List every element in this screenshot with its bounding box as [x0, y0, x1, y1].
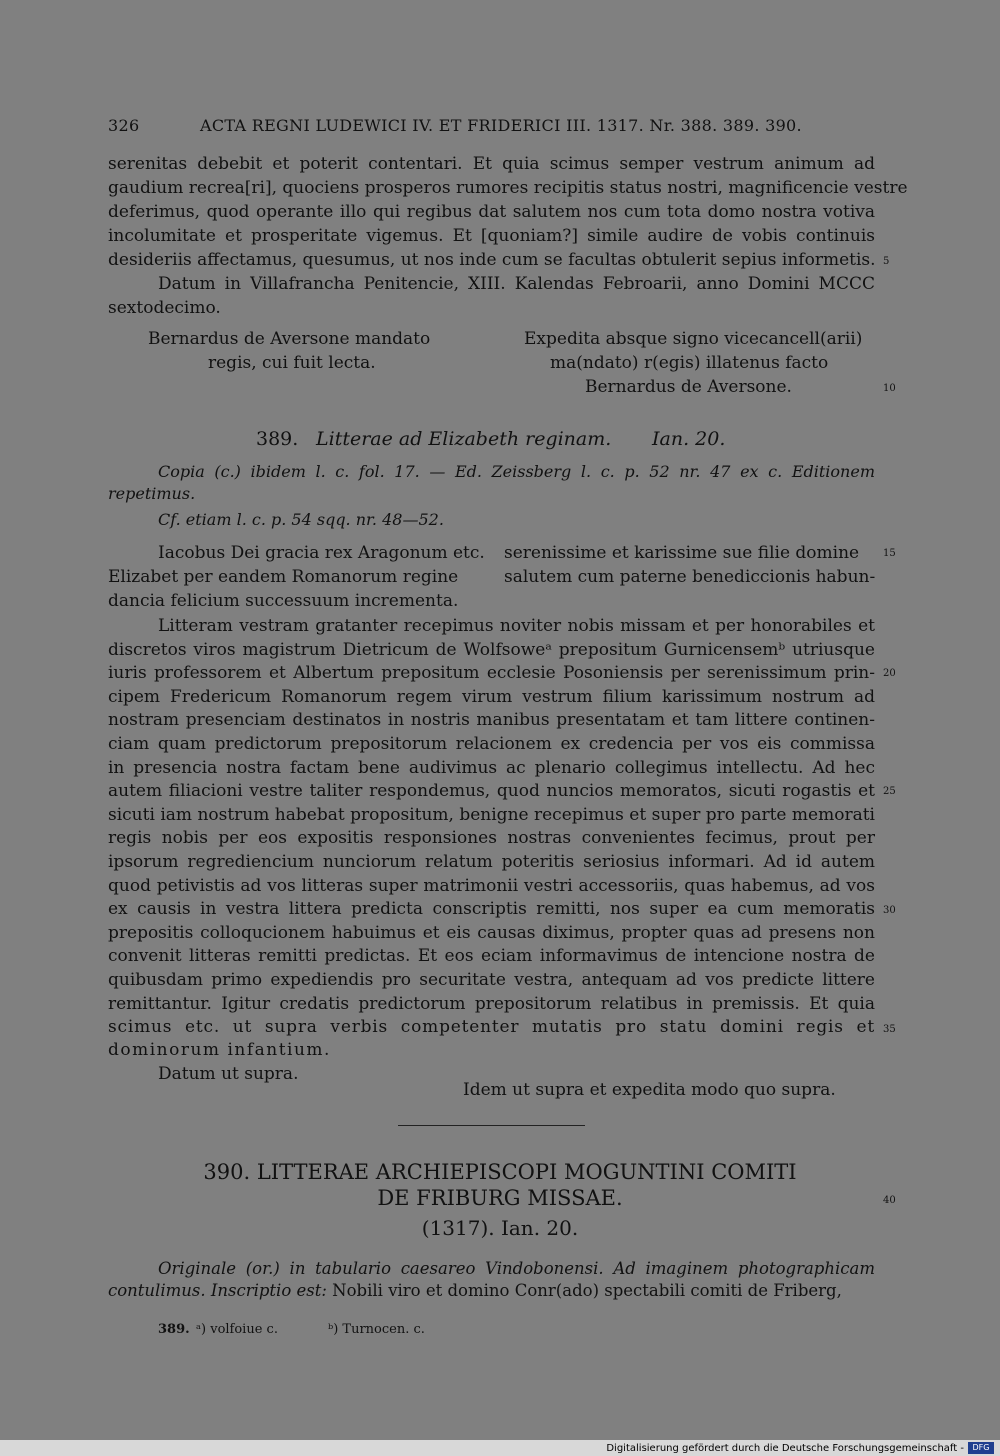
- line-number: 5: [883, 256, 890, 267]
- inscription: Nobili viro et domino Conr(ado) spectabili comiti de Friberg,: [326, 1281, 842, 1300]
- doc390-title: 390. LITTERAE ARCHIEPISCOPI MOGUNTINI COMITI: [203, 1160, 797, 1184]
- line-number: 10: [883, 383, 896, 394]
- chancery-note-left: regis, cui fuit lecta.: [208, 353, 376, 373]
- text-line: convenit litteras remitti predictas. Et eos eciam informavimus de intencione nostra de: [108, 946, 875, 966]
- source-line: repetimus.: [108, 484, 196, 503]
- line-number: 20: [883, 668, 896, 679]
- salutation-right: salutem cum paterne benediccionis habun-: [504, 567, 876, 587]
- doc390-date: (1317). Ian. 20.: [421, 1216, 579, 1240]
- text-line: dominorum infantium.: [108, 1040, 331, 1060]
- cf-line: Cf. etiam l. c. p. 54 sqq. nr. 48—52.: [158, 510, 444, 529]
- funding-notice: Digitalisierung gefördert durch die Deutsche Forschungsgemeinschaft -: [606, 1443, 964, 1454]
- datum-line: Datum in Villafrancha Penitencie, XIII. Kalendas Febroarii, anno Domini MCCC: [158, 274, 875, 294]
- footnote-a: ᵃ) volfoiue c.: [196, 1322, 278, 1337]
- text-line: quibusdam primo expediendis pro securitate vestra, antequam ad vos predicte littere: [108, 970, 875, 990]
- text-line: gaudium recrea[ri], quociens prosperos rumores recipitis status nostri, magnificencie vestre: [108, 178, 908, 198]
- footnote-ref: 389.: [158, 1322, 190, 1337]
- chancery-note-left: Bernardus de Aversone mandato: [148, 329, 431, 349]
- text-line: prepositis colloqucionem habuimus et eis causas diximus, propter quas ad presens non: [108, 923, 875, 943]
- doc390-title: DE FRIBURG MISSAE.: [377, 1186, 623, 1210]
- text-line: quod petivistis ad vos litteras super matrimonii vestri accessoriis, quas habemus, ad vos: [108, 876, 875, 896]
- text-line: ciam quam predictorum prepositorum relacionem ex credencia per vos eis commissa: [108, 734, 875, 754]
- chancery-note-right: ma(ndato) r(egis) illatenus facto: [550, 353, 829, 373]
- text-line: deferimus, quod operante illo qui regibus dat salutem nos cum tota domo nostra votiva: [108, 202, 875, 222]
- text-line: iuris professorem et Albertum prepositum ecclesie Posoniensis per serenissimum prin-: [108, 663, 875, 683]
- section-divider: [398, 1125, 585, 1126]
- text-line: incolumitate et prosperitate vigemus. Et [quoniam?] simile audire de vobis continuis: [108, 226, 875, 246]
- text-line: remittantur. Igitur credatis predictorum prepositorum relatibus in premissis. Et quia: [108, 994, 875, 1014]
- doc-date: Ian. 20.: [652, 428, 726, 450]
- doc-number: 389.: [256, 428, 299, 450]
- text-line: ex causis in vestra littera predicta conscriptis remitti, nos super ea cum memoratis: [108, 899, 875, 919]
- datum-line: sextodecimo.: [108, 298, 221, 318]
- text-line: serenitas debebit et poterit contentari. Et quia scimus semper vestrum animum ad: [108, 154, 875, 174]
- text-line: ipsorum regrediencium nunciorum relatum poteritis seriosius informari. Ad id autem: [108, 852, 875, 872]
- line-number: 15: [883, 548, 896, 559]
- line-number: 25: [883, 786, 896, 797]
- source-italic: contulimus. Inscriptio est:: [108, 1281, 327, 1300]
- datum-line: Datum ut supra.: [158, 1064, 299, 1084]
- chancery-note-right: Bernardus de Aversone.: [585, 377, 792, 397]
- chancery-note-right: Expedita absque signo vicecancell(arii): [524, 329, 863, 349]
- text-line: autem filiacioni vestre taliter respondemus, quod nuncios memoratos, sicuti rogastis et: [108, 781, 875, 801]
- dfg-logo-icon: DFG: [968, 1442, 994, 1454]
- running-title: ACTA REGNI LUDEWICI IV. ET FRIDERICI III. 1317. Nr. 388. 389. 390.: [200, 116, 802, 135]
- salutation-left: Elizabet per eandem Romanorum regine: [108, 567, 459, 587]
- text-line: in presencia nostra factam bene audivimus ac plenario collegimus intellectu. Ad hec: [108, 758, 875, 778]
- text-line: desideriis affectamus, quesumus, ut nos inde cum se facultas obtulerit sepius informetis.: [108, 250, 876, 270]
- text-line: regis nobis per eos expositis responsiones nostras convenientes fecimus, prout per: [108, 828, 875, 848]
- salutation-left: Iacobus Dei gracia rex Aragonum etc.: [158, 543, 485, 563]
- footnote-b: ᵇ) Turnocen. c.: [328, 1322, 425, 1337]
- source-line: Originale (or.) in tabulario caesareo Vindobonensi. Ad imaginem photographicam: [158, 1259, 875, 1278]
- chancery-note: Idem ut supra et expedita modo quo supra.: [463, 1080, 836, 1100]
- source-line: Copia (c.) ibidem l. c. fol. 17. — Ed. Zeissberg l. c. p. 52 nr. 47 ex c. Editionem: [158, 462, 875, 481]
- source-line: [108, 1281, 842, 1300]
- line-number: 35: [883, 1024, 896, 1035]
- text-line: sicuti iam nostrum habebat propositum, benigne recepimus et super pro parte memorati: [108, 805, 875, 825]
- line-number: 40: [883, 1195, 896, 1206]
- line-number: 30: [883, 905, 896, 916]
- text-line: discretos viros magistrum Dietricum de Wolfsoweᵃ prepositum Gurnicensemᵇ utriusque: [108, 640, 875, 660]
- text-line: Litteram vestram gratanter recepimus noviter nobis missam et per honorabiles et: [158, 616, 875, 636]
- salutation-right: serenissime et karissime sue filie domine: [504, 543, 860, 563]
- salutation-line: dancia felicium successuum incrementa.: [108, 591, 459, 611]
- doc-title: Litterae ad Elizabeth reginam.: [316, 428, 612, 450]
- text-line: nostram presenciam destinatos in nostris manibus presentatam et tam littere continen-: [108, 710, 875, 730]
- text-line: scimus etc. ut supra verbis competenter mutatis pro statu domini regis et: [108, 1017, 875, 1037]
- page-number: 326: [108, 116, 140, 135]
- text-line: cipem Fredericum Romanorum regem virum vestrum filium karissimum nostrum ad: [108, 687, 875, 707]
